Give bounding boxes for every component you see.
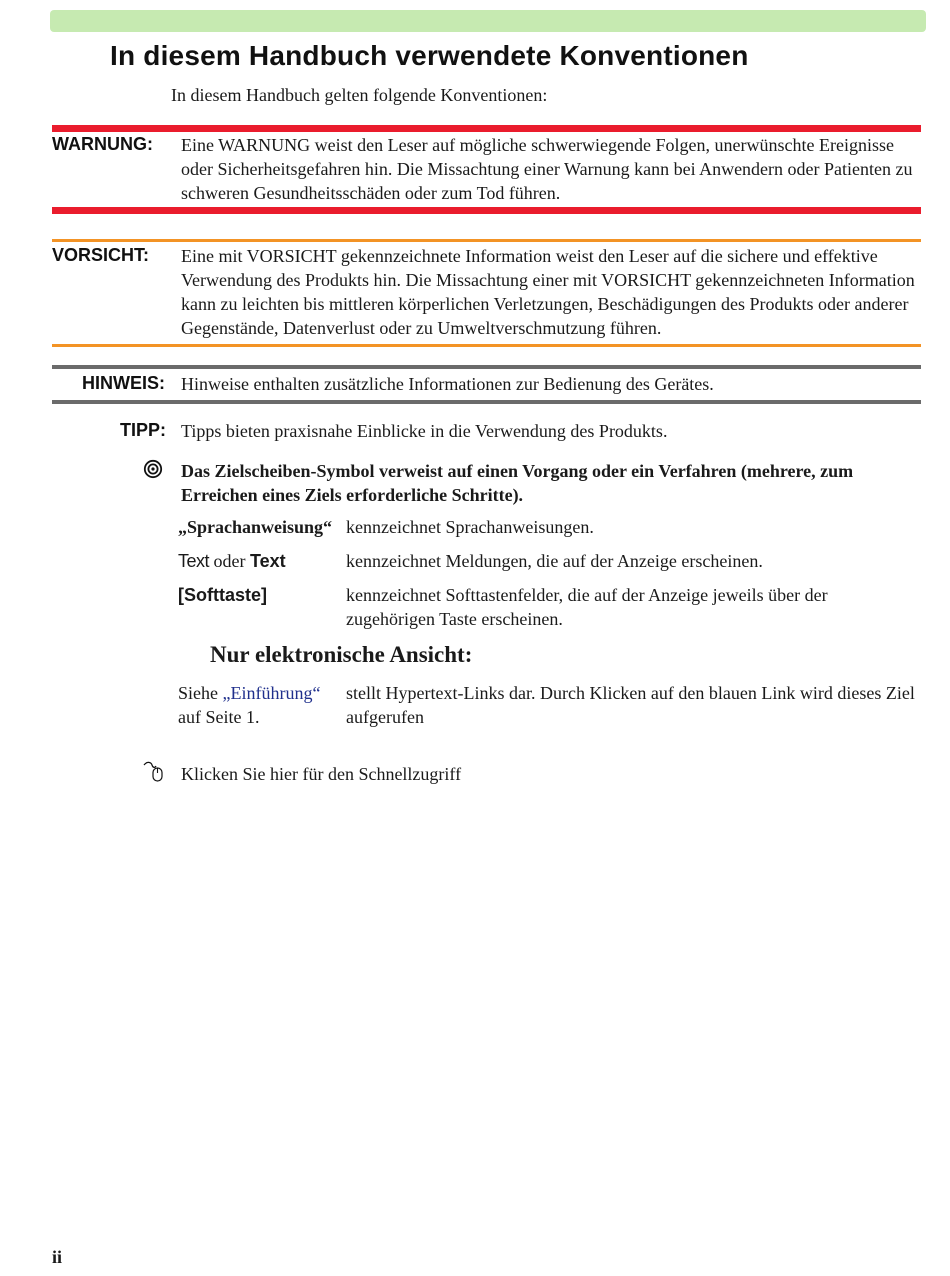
mouse-click-icon [142,759,166,783]
warning-label: WARNUNG: [52,134,153,154]
format-term-text [178,549,286,573]
target-text: Das Zielscheiben-Symbol verweist auf einen Vorgang oder ein Verfahren (mehrere, zum Erreichen eines Ziels erforderliche Schritte). [181,461,854,505]
format-term-softkey: [Softtaste] [178,585,267,605]
header-bar [50,10,926,32]
caution-text: Eine mit VORSICHT gekennzeichnete Information weist den Leser auf die sichere und effektive Verwendung des Produkts hin. Die Missachtung einer mit VORSICHT gekennzeichneten Information kann zu leichten bis mittleren körperlichen Verletzungen, Beschädigungen des Produkts oder anderer Gegenstände, Datenverlust oder zu Umweltverschmutzung führen. [181,246,915,338]
note-rule-top [52,365,921,369]
hyperlink-page-ref: auf Seite 1. [178,707,260,727]
caution-label: VORSICHT: [52,245,150,265]
format-desc-text: kennzeichnet Meldungen, die auf der Anzeige erscheinen. [346,551,763,571]
format-term-voice: „Sprachanweisung“ [178,517,333,537]
page-number: ii [52,1247,63,1267]
format-term-text-plain: Text [178,551,210,571]
tip-text: Tipps bieten praxisnahe Einblicke in die Verwendung des Produkts. [181,421,668,441]
hyperlink-see: Siehe [178,683,223,703]
electronic-view-heading: Nur elektronische Ansicht: [210,642,473,667]
format-desc-softkey: kennzeichnet Softtastenfelder, die auf der Anzeige jeweils über der zugehörigen Taste erscheinen. [346,585,828,629]
format-desc-voice: kennzeichnet Sprachanweisungen. [346,517,594,537]
warning-rule-top [52,125,921,132]
tip-label: TIPP: [119,420,166,440]
page-title: In diesem Handbuch verwendete Konventionen [110,40,749,71]
hyperlink-einfuehrung[interactable]: „Einführung“ [222,683,321,703]
hyperlink-example [178,681,338,729]
note-rule-bottom [52,400,921,404]
caution-rule-top [52,239,921,242]
target-icon [143,459,163,479]
note-text: Hinweise enthalten zusätzliche Informationen zur Bedienung des Gerätes. [181,374,714,394]
format-term-text-bold: Text [250,551,286,571]
caution-rule-bottom [52,344,921,347]
warning-text: Eine WARNUNG weist den Leser auf mögliche schwerwiegende Folgen, unerwünschte Ereignisse oder Sicherheitsgefahren hin. Die Missachtung einer Warnung kann bei Anwendern oder Patienten zu schweren Gesundheitsschäden oder zum Tod führen. [181,135,913,203]
quick-access-text: Klicken Sie hier für den Schnellzugriff [181,764,462,784]
note-label: HINWEIS: [82,373,165,393]
warning-rule-bottom [52,207,921,214]
hyperlink-desc: stellt Hypertext-Links dar. Durch Klicken auf den blauen Link wird dieses Ziel aufgerufen [346,683,915,727]
format-term-text-join: oder [209,551,250,571]
intro-text: In diesem Handbuch gelten folgende Konventionen: [171,85,548,105]
